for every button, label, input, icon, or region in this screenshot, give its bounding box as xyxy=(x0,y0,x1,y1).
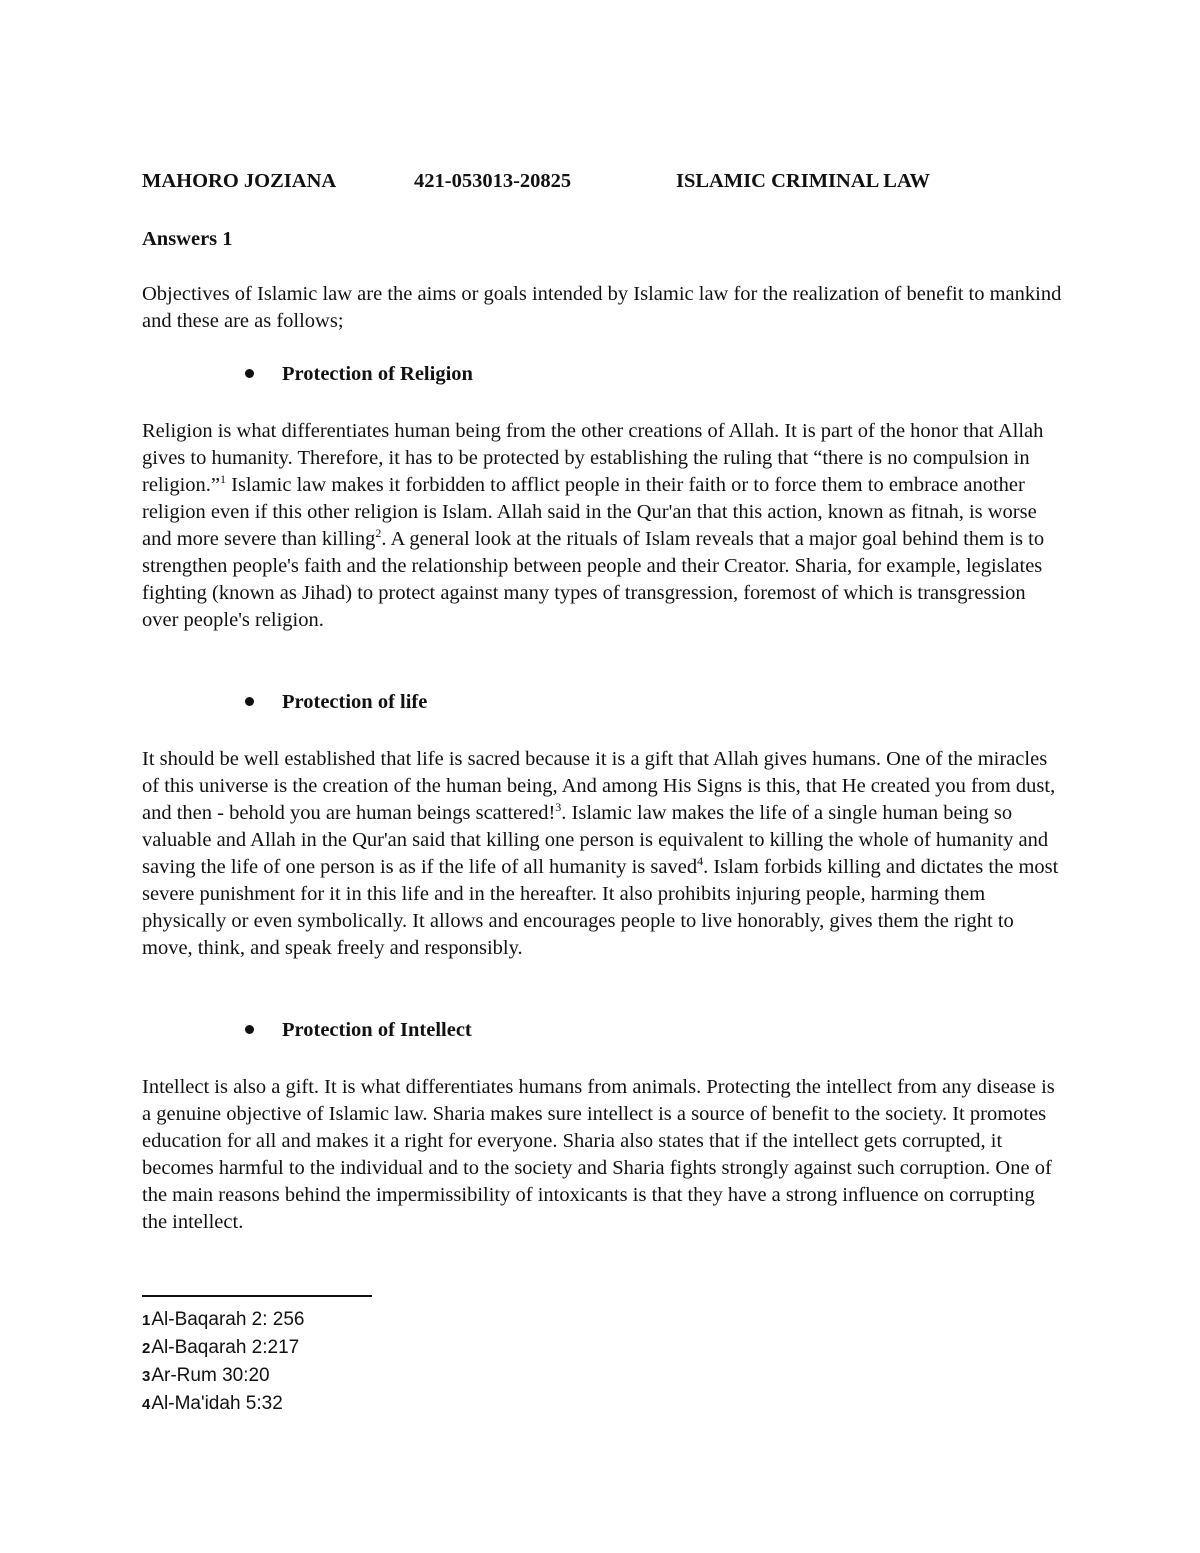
section-heading-life: Protection of life xyxy=(245,691,427,714)
footnote-divider xyxy=(142,1295,372,1297)
section-heading-intellect: Protection of Intellect xyxy=(245,1019,472,1042)
footnote-ref: 4 xyxy=(697,854,704,869)
course-title: ISLAMIC CRIMINAL LAW xyxy=(676,170,931,192)
bullet-icon xyxy=(245,369,254,378)
footnote-item: 4Al-Ma'idah 5:32 xyxy=(142,1393,283,1414)
intro-paragraph: Objectives of Islamic law are the aims or goals intended by Islamic law for the realization of benefit to mankind and these are as follows; xyxy=(142,283,1062,332)
bullet-icon xyxy=(245,1025,254,1034)
answers-heading: Answers 1 xyxy=(142,228,233,250)
intellect-paragraph: Intellect is also a gift. It is what differentiates humans from animals. Protecting the intellect from any disease is a genuine objective of Islamic law. Sharia makes sure intellect is a source of benefit to the society. It promotes education for all and makes it a right for everyone. Sharia also states that if the intellect gets corrupted, it becomes harmful to the individual and to the society and Sharia fights strongly against such corruption. One of the main reasons behind the impermissibility of intoxicants is that they have a strong influence on corrupting the intellect. xyxy=(142,1076,1055,1233)
section-heading-religion: Protection of Religion xyxy=(245,363,473,386)
religion-paragraph: Religion is what differentiates human being from the other creations of Allah. It is part of the honor that Allah gives to humanity. Therefore, it has to be protected by establishing the ruling that “there is no compulsion in religion.”$^1$ Islamic law makes it forbidden to afflict people in their faith or to force them to embrace another religion even if this other religion is Islam. Allah said in the Qur'an that this action, known as fitnah, is worse and more severe than killing$^2$. A general look at the rituals of Islam reveals that a major goal behind them is to strengthen people's faith and the relationship between people and their Creator. Sharia, for example, legislates fighting (known as Jihad) to protect against many types of transgression, foremost of which is transgression over people's religion. xyxy=(142,420,1045,631)
student-id: 421-053013-20825 xyxy=(414,170,572,192)
footnote-ref: 1 xyxy=(220,472,226,487)
footnote-item: 2Al-Baqarah 2:217 xyxy=(142,1337,300,1358)
life-paragraph: It should be well established that life is sacred because it is a gift that Allah gives humans. One of the miracles of this universe is the creation of the human being, And among His Signs is this, that He created you from dust, and then - behold you are human beings scattered!$^3$. Islamic law makes the life of a single human being so valuable and Allah in the Qur'an said that killing one person is equivalent to killing the whole of humanity and saving the life of one person is as if the life of all humanity is saved$^4$. Islam forbids killing and dictates the most severe punishment for it in this life and in the hereafter. It also prohibits injuring people, harming them physically or even symbolically. It allows and encourages people to live honorably, gives them the right to move, think, and speak freely and responsibly. xyxy=(142,748,1059,959)
footnotes xyxy=(142,1306,305,1418)
student-name: MAHORO JOZIANA xyxy=(142,170,337,192)
footnote-ref: 3 xyxy=(555,800,562,815)
bullet-icon xyxy=(245,697,254,706)
footnote-item: 3Ar-Rum 30:20 xyxy=(142,1365,270,1386)
footnote-ref: 2 xyxy=(375,526,382,541)
footnote-item: 1Al-Baqarah 2: 256 xyxy=(142,1309,305,1330)
